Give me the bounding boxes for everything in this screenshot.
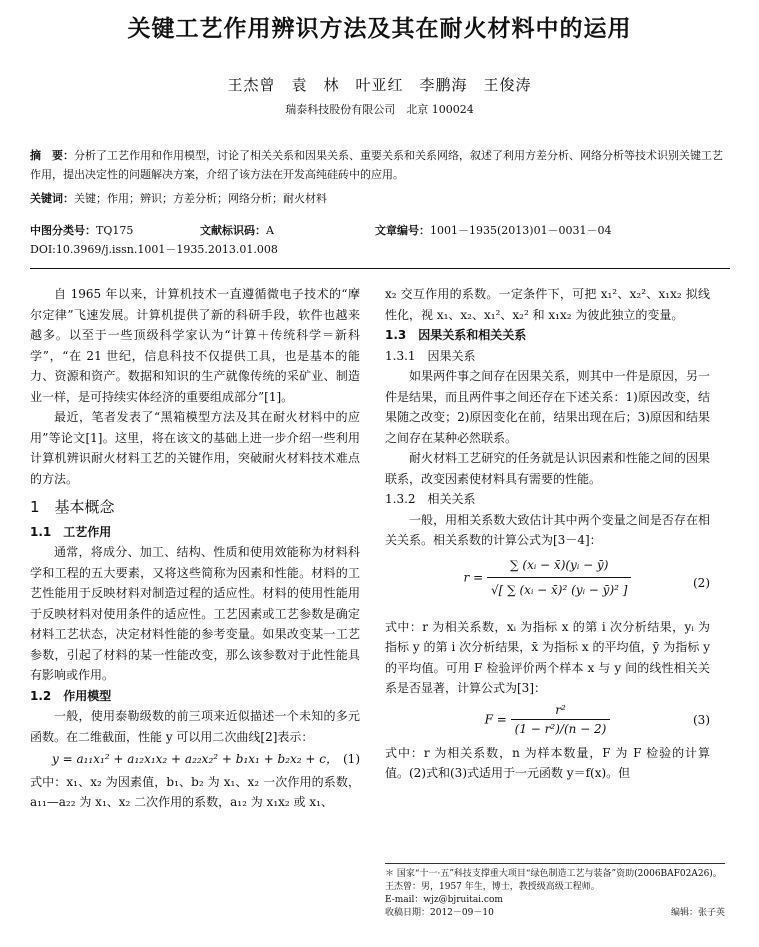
author-list: 王杰曾 袁 林 叶亚红 李鹏海 王俊涛 — [227, 76, 532, 94]
equation-3-lhs: F = — [484, 712, 507, 726]
equation-3-number: (3) — [693, 712, 710, 727]
equation-2-lhs: r = — [463, 570, 484, 584]
article-value: 1001－1935(2013)01－0031－04 — [430, 224, 612, 237]
equation-3-numerator: r² — [511, 701, 611, 720]
left-column — [30, 284, 360, 813]
doccode-value: A — [266, 224, 274, 237]
intro-paragraph-1: 自 1965 年以来，计算机技术一直遵循微电子技术的“摩尔定律”飞速发展。计算机提供了新的科研手段，软件也越来越多。以至于一些顶级科学家认为“计算＋传统科学＝新科学”，“在 21 世纪，信息科技不仅提供工具，也是基本的能力、资源和资产。数据和知识的生产就像传统的采矿业、制造业一样，是可持续实体经济的重要组成部分”[1]。 — [30, 287, 360, 404]
keywords-label: 关键词： — [30, 192, 74, 205]
editor: 编辑：张子英 — [670, 908, 725, 918]
classification-line — [30, 221, 730, 240]
header-divider — [30, 268, 730, 269]
doccode-label: 文献标识码： — [200, 224, 266, 237]
section-1-3-2-heading: 1.3.2 相关关系 — [385, 492, 476, 506]
equation-1-number: (1) — [343, 752, 360, 766]
abstract-label: 摘 要： — [30, 149, 74, 162]
section-1-2-paragraph: 一般，使用泰勒级数的前三项来近似描述一个未知的多元函数。在二维截面，性能 y 可以用二次曲线[2]表示： — [30, 709, 360, 744]
equation-1 — [30, 749, 360, 770]
equation-2-number: (2) — [693, 575, 710, 590]
affiliation: 瑞泰科技股份有限公司 北京 100024 — [285, 103, 474, 116]
abstract-text: 分析了工艺作用和作用模型，讨论了相关关系和因果关系、重要关系和关系网络，叙述了利用方差分析、网络分析等技术识别关键工艺作用，提出决定性的问题解决方案，介绍了该方法在开发高纯硅砖中的应用。 — [30, 149, 723, 181]
equation-3 — [385, 701, 710, 741]
section-1-3-heading: 1.3 因果关系和相关关系 — [385, 328, 527, 342]
section-1-heading: 1 基本概念 — [30, 498, 115, 516]
clc-label: 中图分类号： — [30, 224, 96, 237]
doi: DOI:10.3969/j.issn.1001－1935.2013.01.008 — [30, 243, 278, 256]
equation-2 — [385, 553, 710, 615]
causal-task-paragraph: 耐火材料工艺研究的任务就是认识因素和性能之间的因果联系，改变因素使材料具有需要的性能。 — [385, 451, 710, 486]
footnote-email: E-mail：wjz@bjruitai.com — [385, 895, 503, 905]
section-1-1-heading: 1.1 工艺作用 — [30, 524, 112, 539]
intro-paragraph-2: 最近，笔者发表了“黑箱模型方法及其在耐火材料中的应用”等论文[1]。这里，将在该文的基础上进一步介绍一些利用计算机辨识耐火材料工艺的关键作用，突破耐火材料技术难点的方法。 — [30, 410, 360, 486]
equation-3-explanation: 式中：r 为相关系数，n 为样本数量，F 为 F 检验的计算值。(2)式和(3)式适用于一元函数 y＝f(x)。但 — [385, 745, 710, 780]
section-1-2-heading: 1.2 作用模型 — [30, 688, 112, 703]
equation-1-explanation: 式中：x₁、x₂ 为因素值，b₁、b₂ 为 x₁、x₂ 一次作用的系数，a₁₁—a₂₂ 为 x₁、x₂ 二次作用的系数，a₁₂ 为 x₁x₂ 或 x₁、 — [30, 774, 360, 809]
footnote-author: 王杰曾：男，1957 年生，博士，教授级高级工程师。 — [385, 882, 600, 892]
equation-1-body: y = a₁₁x₁² + a₁₂x₁x₂ + a₂₂x₂² + b₁x₁ + b₂x₂ + c， — [51, 752, 338, 766]
paper-title: 关键工艺作用辨识方法及其在耐火材料中的运用 — [127, 16, 632, 42]
section-1-1-paragraph: 通常，将成分、加工、结构、性质和使用效能称为材料科学和工程的五大要素，又将这些简称为因素和性能。材料的工艺性能用于反映材料对制造过程的适应性。材料的使用性能用于反映材料对使用条件的适应性。工艺因素或工艺参数是确定材料工艺状态，决定材料性能的参考变量。如果改变某一工艺参数，引起了材料的某一性能改变，那么该参数对于此性能具有影响或作用。 — [30, 545, 360, 682]
footnote — [385, 863, 725, 920]
right-column — [385, 284, 710, 784]
abstract — [30, 146, 730, 184]
equation-2-numerator: ∑ (xᵢ − x̄)(yᵢ − ȳ) — [487, 553, 631, 578]
received-date: 收稿日期：2012－09－10 — [385, 908, 494, 918]
equation-3-denominator: (1 − r²)/(n − 2) — [514, 721, 607, 736]
footnote-funding: ＊ 国家“十一·五”科技支撑重大项目“绿色制造工艺与装备”资助(2006BAF02A26)。 — [385, 869, 722, 879]
equation-2-denominator: √[ ∑ (xᵢ − x̄)² (yᵢ − ȳ)² ] — [490, 582, 628, 597]
continued-paragraph: x₂ 交互作用的系数。一定条件下，可把 x₁²、x₂²、x₁x₂ 拟线性化，视 x₁、x₂、x₁²、x₂² 和 x₁x₂ 为彼此独立的变量。 — [385, 287, 710, 322]
keywords — [30, 189, 730, 208]
equation-2-explanation: 式中：r 为相关系数，xᵢ 为指标 x 的第 i 次分析结果，yᵢ 为指标 y 的第 i 次分析结果，x̄ 为指标 x 的平均值，ȳ 为指标 y 的平均值。可用 F 检验评价两个样本 x 与 y 间的线性相关关系是否显著，计算公式为[3]： — [385, 619, 710, 695]
clc-value: TQ175 — [96, 224, 134, 237]
causal-paragraph: 如果两件事之间存在因果关系，则其中一件是原因，另一件是结果，而且两件事之间还存在下述关系：1)原因改变，结果随之改变；2)原因变化在前，结果出现在后；3)原因和结果之间存在某种必然联系。 — [385, 369, 710, 445]
article-label: 文章编号： — [375, 224, 430, 237]
section-1-3-1-heading: 1.3.1 因果关系 — [385, 348, 476, 363]
correlation-paragraph: 一般，用相关系数大致估计其中两个变量之间是否存在相关关系。相关系数的计算公式为[3－4]： — [385, 512, 710, 547]
keywords-text: 关键；作用；辨识；方差分析；网络分析；耐火材料 — [74, 192, 327, 205]
